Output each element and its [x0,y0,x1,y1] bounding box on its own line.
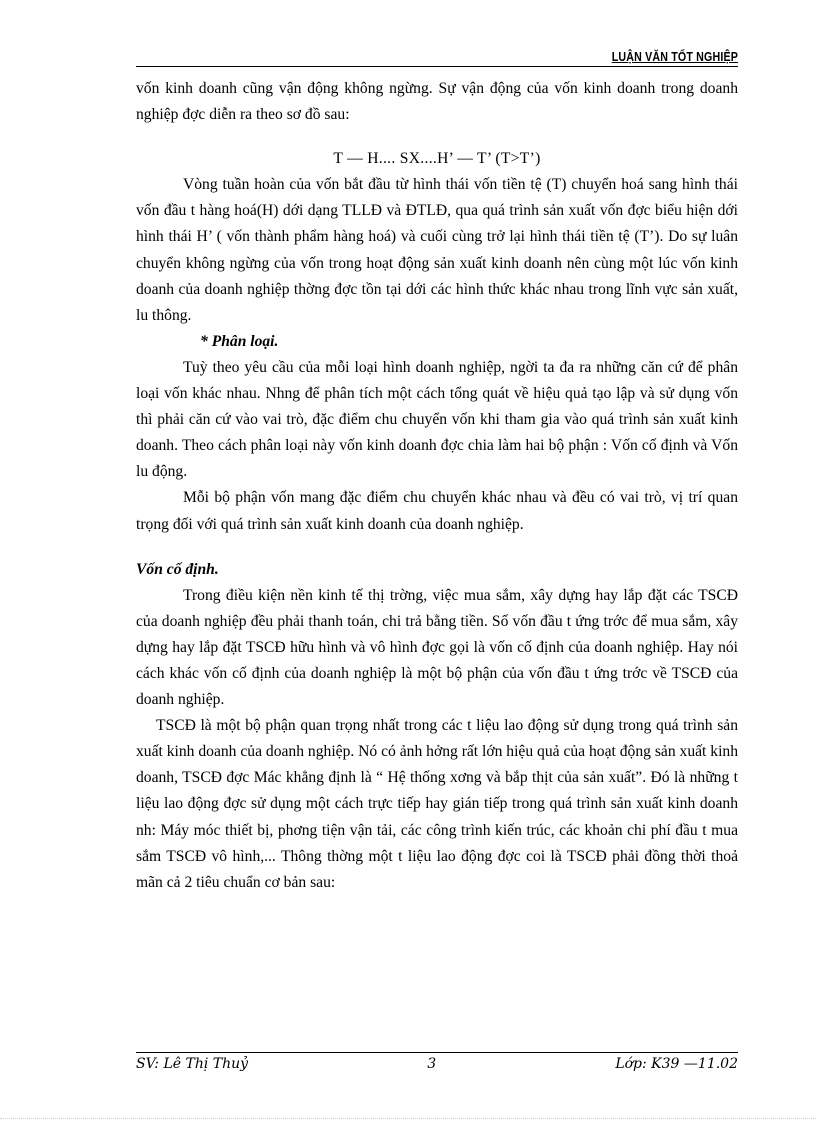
footer-divider [136,1052,738,1053]
header-divider [136,66,738,67]
section-title: Vốn cố định. [136,560,219,578]
footer-student-name: SV: Lê Thị Thuỷ [136,1056,249,1072]
footer-class-label: Lớp: K39 —11.02 [615,1056,738,1072]
document-body [136,76,738,896]
classification-heading: * Phân loại. [200,332,279,350]
paragraph: Trong điều kiện nền kinh tế thị trờng, việc mua sắm, xây dựng hay lắp đặt các TSCĐ của doanh nghiệp đều phải thanh toán, chi trả bằng tiền. Số vốn đầu t ứng trớc để mua sắm, xây dựng hay lắp đặt TSCĐ hữu hình và vô hình đợc gọi là vốn cố định của doanh nghiệp. Hay nói cách khác vốn cố định của doanh nghiệp là một bộ phận của vốn đầu t ứng trớc về TSCĐ của doanh nghiệp. [136,586,738,709]
paragraph: Vòng tuần hoàn của vốn bắt đầu từ hình thái vốn tiền tệ (T) chuyển hoá sang hình thái vốn đầu t hàng hoá(H) dới dạng TLLĐ và ĐTLĐ, qua quá trình sản xuất vốn đợc biểu hiện dới hình thái H’ ( vốn thành phẩm hàng hoá) và cuối cùng trở lại hình thái tiền tệ (T’). Do sự luân chuyển không ngừng của vốn trong hoạt động sản xuất kinh doanh nên cùng một lúc vốn kinh doanh của doanh nghiệp thờng đợc tồn tại dới các hình thức khác nhau trong lĩnh vực sản xuất, lu thông. [136,176,738,324]
paragraph: Tuỳ theo yêu cầu của mỗi loại hình doanh nghiệp, ngời ta đa ra những căn cứ để phân loại vốn khác nhau. Nhng để phân tích một cách tổng quát về hiệu quả tạo lập và sử dụng vốn thì phải căn cứ vào vai trò, đặc điểm chu chuyển vốn khi tham gia vào quá trình sản xuất kinh doanh. Theo cách phân loại này vốn kinh doanh đợc chia làm hai bộ phận : Vốn cố định và Vốn lu động. [136,358,738,481]
paragraph: Mỗi bộ phận vốn mang đặc điểm chu chuyển khác nhau và đều có vai trò, vị trí quan trọng đối với quá trình sản xuất kinh doanh của doanh nghiệp. [136,489,738,533]
page-bottom-edge [0,1118,816,1119]
footer-page-number: 3 [427,1056,437,1072]
capital-cycle-formula: T — H.... SX....H’ — T’ (T>T’) [333,150,541,168]
page-footer [136,1056,738,1072]
header-title: LUẬN VĂN TỐT NGHIỆP [611,49,738,64]
paragraph: vốn kinh doanh cũng vận động không ngừng. Sự vận động của vốn kinh doanh trong doanh nghiệp đợc diễn ra theo sơ đồ sau: [136,80,738,124]
paragraph: TSCĐ là một bộ phận quan trọng nhất trong các t liệu lao động sử dụng trong quá trình sản xuất kinh doanh của doanh nghiệp. Nó có ảnh hởng rất lớn hiệu quả của hoạt động sản xuất kinh doanh, TSCĐ đợc Mác khẳng định là “ Hệ thống xơng và bắp thịt của sản xuất”. Đó là những t liệu lao động đợc sử dụng một cách trực tiếp hay gián tiếp trong quá trình sản xuất kinh doanh nh: Máy móc thiết bị, phơng tiện vận tải, các công trình kiến trúc, các khoản chi phí đầu t mua sắm TSCĐ vô hình,... Thông thờng một t liệu lao động đợc coi là TSCĐ phải đồng thời thoả mãn cả 2 tiêu chuẩn cơ bản sau: [136,717,738,891]
